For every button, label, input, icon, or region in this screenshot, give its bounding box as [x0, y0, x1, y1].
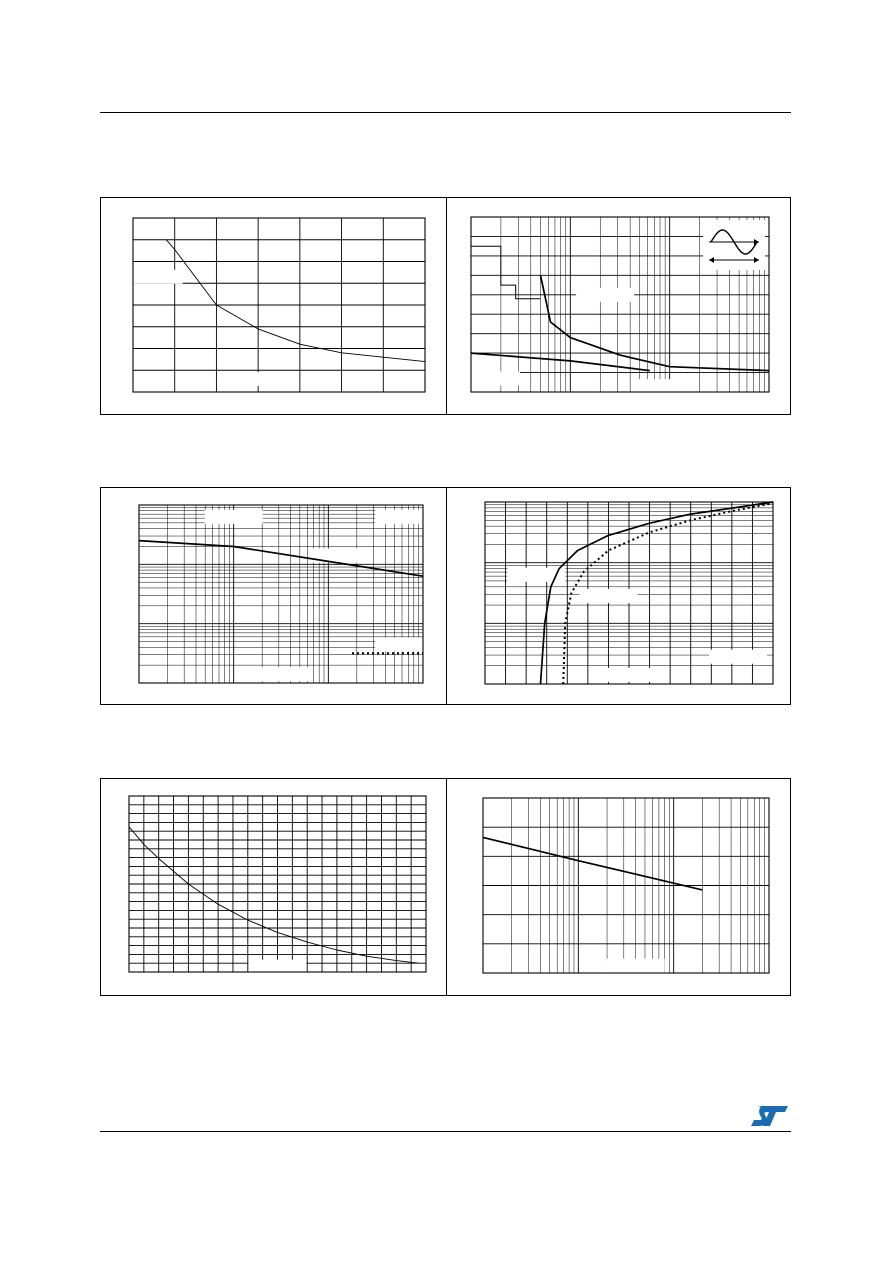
curve-thin [129, 827, 419, 963]
figure-row-1 [100, 197, 791, 415]
st-logo-icon [750, 1104, 790, 1128]
label-box [205, 510, 263, 524]
label-box [125, 270, 183, 284]
footer-rule [100, 1131, 791, 1132]
label-box [375, 510, 433, 524]
figure-cell-4 [447, 488, 790, 704]
label-box [709, 650, 767, 664]
label-box [607, 959, 665, 973]
label-box [375, 637, 433, 651]
ac-waveform-icon [703, 220, 765, 270]
curve-step [471, 246, 541, 299]
figure-row-3 [100, 778, 791, 996]
curve-thin [166, 240, 425, 362]
figure-6-plot [447, 779, 790, 995]
plot-frame [139, 505, 423, 683]
figure-5-plot [101, 779, 446, 995]
figure-cell-2 [447, 198, 790, 414]
curve-thick [139, 541, 423, 577]
label-box [600, 668, 658, 682]
figure-cell-3 [101, 488, 446, 704]
figure-4-plot [447, 488, 790, 704]
figure-cell-5 [101, 779, 446, 995]
figure-2-plot [447, 198, 790, 414]
label-box [579, 589, 637, 603]
figure-row-2 [100, 487, 791, 705]
figure-1-plot [101, 198, 446, 414]
label-box [252, 667, 310, 681]
figure-cell-1 [101, 198, 446, 414]
figure-cell-6 [447, 779, 790, 995]
figure-3-plot [101, 488, 446, 704]
header-rule [100, 112, 791, 113]
label-box [631, 379, 689, 393]
label-box [229, 372, 287, 386]
label-box [576, 288, 634, 302]
curve-thick [541, 275, 770, 370]
